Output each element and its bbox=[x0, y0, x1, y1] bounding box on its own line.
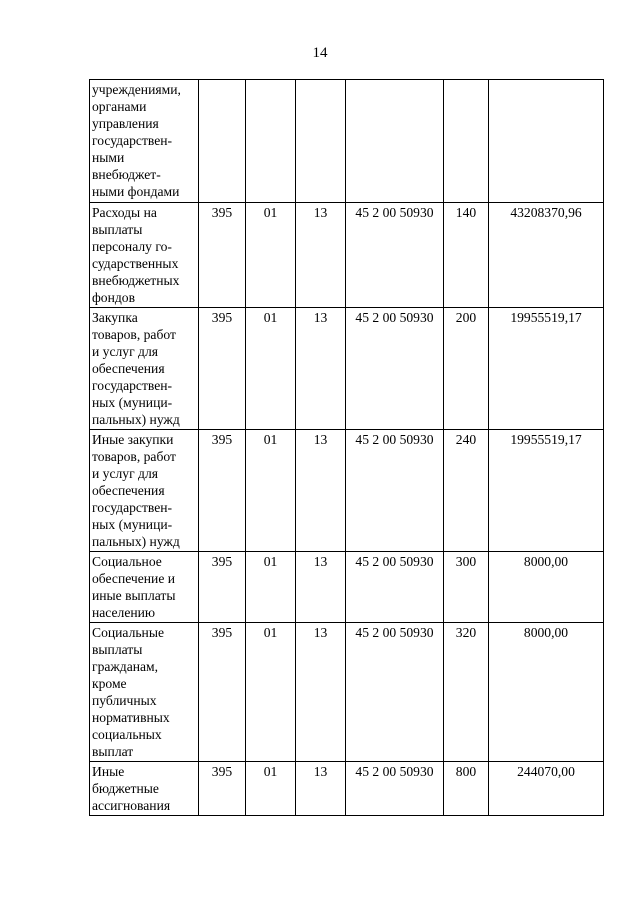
glava-cell: 395 bbox=[199, 308, 246, 430]
pr-cell: 13 bbox=[296, 623, 346, 762]
vr-cell: 200 bbox=[444, 308, 489, 430]
table-row bbox=[90, 203, 604, 308]
csr-cell: 45 2 00 50930 bbox=[346, 430, 444, 552]
pr-cell: 13 bbox=[296, 308, 346, 430]
expense-name-cell: Расходы на выплаты персоналу го- сударственных внебюджетных фондов bbox=[90, 203, 199, 308]
vr-cell: 800 bbox=[444, 762, 489, 816]
budget-table bbox=[89, 79, 604, 816]
sum-cell: 19955519,17 bbox=[489, 308, 604, 430]
glava-cell: 395 bbox=[199, 623, 246, 762]
csr-cell: 45 2 00 50930 bbox=[346, 308, 444, 430]
rz-cell: 01 bbox=[246, 430, 296, 552]
vr-cell: 320 bbox=[444, 623, 489, 762]
expense-name-cell: Социальное обеспечение и иные выплаты населению bbox=[90, 552, 199, 623]
rz-cell: 01 bbox=[246, 308, 296, 430]
glava-cell: 395 bbox=[199, 762, 246, 816]
sum-cell: 43208370,96 bbox=[489, 203, 604, 308]
glava-cell: 395 bbox=[199, 430, 246, 552]
csr-cell bbox=[346, 80, 444, 203]
rz-cell: 01 bbox=[246, 623, 296, 762]
table-row bbox=[90, 762, 604, 816]
csr-cell: 45 2 00 50930 bbox=[346, 552, 444, 623]
pr-cell: 13 bbox=[296, 552, 346, 623]
glava-cell bbox=[199, 80, 246, 203]
table-row bbox=[90, 80, 604, 203]
rz-cell: 01 bbox=[246, 552, 296, 623]
glava-cell: 395 bbox=[199, 552, 246, 623]
csr-cell: 45 2 00 50930 bbox=[346, 762, 444, 816]
expense-name-cell: Закупка товаров, работ и услуг для обеспечения государствен- ных (муници- пальных) нужд bbox=[90, 308, 199, 430]
sum-cell: 244070,00 bbox=[489, 762, 604, 816]
sum-cell: 19955519,17 bbox=[489, 430, 604, 552]
pr-cell bbox=[296, 80, 346, 203]
expense-name-cell: Иные закупки товаров, работ и услуг для обеспечения государствен- ных (муници- пальных) нужд bbox=[90, 430, 199, 552]
vr-cell: 300 bbox=[444, 552, 489, 623]
glava-cell: 395 bbox=[199, 203, 246, 308]
table-row bbox=[90, 308, 604, 430]
pr-cell: 13 bbox=[296, 762, 346, 816]
sum-cell bbox=[489, 80, 604, 203]
expense-name-cell: Социальные выплаты гражданам, кроме публичных нормативных социальных выплат bbox=[90, 623, 199, 762]
vr-cell bbox=[444, 80, 489, 203]
pr-cell: 13 bbox=[296, 203, 346, 308]
expense-name-cell: Иные бюджетные ассигнования bbox=[90, 762, 199, 816]
page-number: 14 bbox=[312, 45, 328, 61]
rz-cell: 01 bbox=[246, 203, 296, 308]
table-row bbox=[90, 623, 604, 762]
csr-cell: 45 2 00 50930 bbox=[346, 203, 444, 308]
rz-cell bbox=[246, 80, 296, 203]
sum-cell: 8000,00 bbox=[489, 552, 604, 623]
vr-cell: 140 bbox=[444, 203, 489, 308]
vr-cell: 240 bbox=[444, 430, 489, 552]
pr-cell: 13 bbox=[296, 430, 346, 552]
csr-cell: 45 2 00 50930 bbox=[346, 623, 444, 762]
table-row bbox=[90, 552, 604, 623]
expense-name-cell: учреждениями, органами управления государствен- ными внебюджет- ными фондами bbox=[90, 80, 199, 203]
table-row bbox=[90, 430, 604, 552]
sum-cell: 8000,00 bbox=[489, 623, 604, 762]
rz-cell: 01 bbox=[246, 762, 296, 816]
